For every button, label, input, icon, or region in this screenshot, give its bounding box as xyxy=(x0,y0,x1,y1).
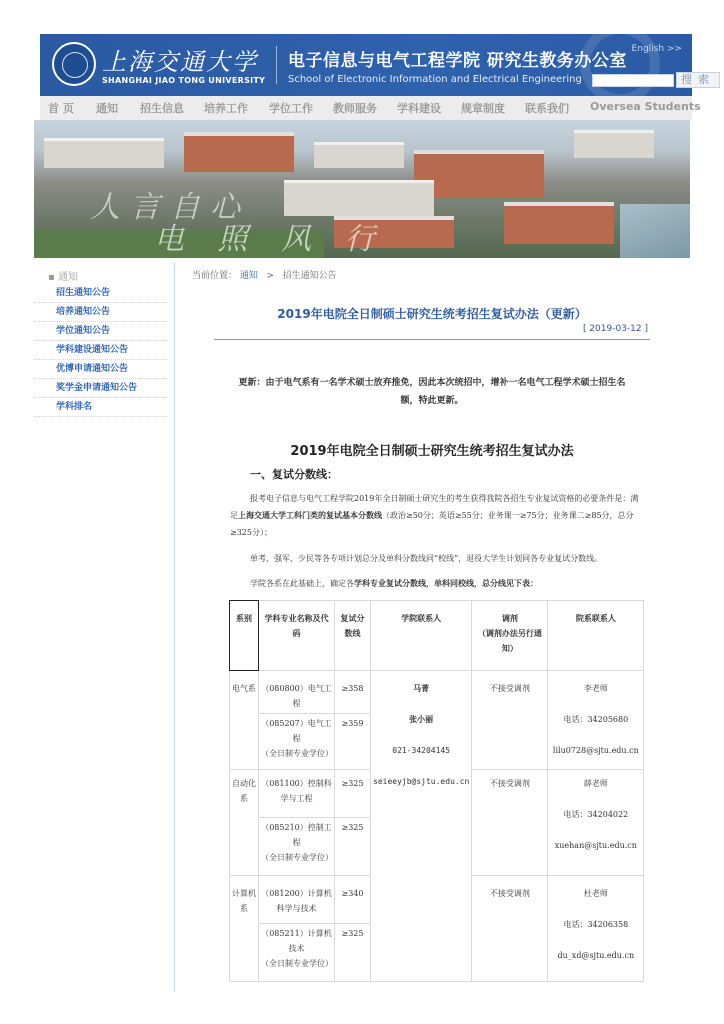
school-name-en: School of Electronic Information and Electrical Engineering xyxy=(288,74,582,85)
table-header-row xyxy=(230,601,644,671)
banner-building xyxy=(284,180,434,216)
paragraph-1-text-a: 报考电子信息与电气工程学院2019年全日制硕士研究生的考生获得我院各招生专业复试资格的必要条件是：满足 xyxy=(230,494,639,520)
spacer xyxy=(550,791,641,807)
banner-building xyxy=(314,142,404,168)
dept-contact-name: 李老师 xyxy=(583,684,608,693)
dept-contact-email[interactable]: lilu0728@sjtu.edu.cn xyxy=(552,746,639,755)
major-cell: （085210）控制工程 （全日制专业学位） xyxy=(259,818,335,876)
dept-contact-cell xyxy=(548,770,644,876)
major-cell: （080800）电气工程 xyxy=(259,671,335,714)
dept-contact-phone: 电话：34205680 xyxy=(563,715,629,724)
spacer xyxy=(550,822,641,838)
header-decoration xyxy=(580,24,660,104)
major-cell: （085207）电气工程 （全日制专业学位） xyxy=(259,714,335,770)
nav-discipline[interactable]: 学科建设 xyxy=(397,102,441,115)
banner-building xyxy=(44,138,164,168)
article-date: [ 2019-03-12 ] xyxy=(582,324,648,334)
major-cell: （081100）控制科学与工程 xyxy=(259,770,335,818)
update-note: 更新：由于电气系有一名学术硕士放弃推免，因此本次统招中，增补一名电气工程学术硕士招生名额，特此更新。 xyxy=(238,378,626,406)
breadcrumb-current: 招生通知公告 xyxy=(282,271,337,281)
header-score: 复试分数线 xyxy=(335,601,371,671)
spacer xyxy=(550,696,641,712)
sidebar-divider xyxy=(174,262,175,992)
banner-calligraphy-1: 人言自心 xyxy=(90,190,250,225)
score-cell: ≥359 xyxy=(335,714,371,770)
article-title: 2019年电院全日制硕士研究生统考招生复试办法（更新） xyxy=(277,307,587,321)
paragraph-1-bold: 上海交通大学工科门类的复试基本分数线 xyxy=(238,511,382,520)
college-contact-email[interactable]: seieeyjb@sjtu.edu.cn xyxy=(373,777,470,786)
dept-contact-email[interactable]: xuehan@sjtu.edu.cn xyxy=(554,841,637,850)
nav-oversea[interactable]: Oversea Students xyxy=(590,100,701,113)
table-row xyxy=(230,671,644,714)
breadcrumb-link-notices[interactable]: 通知 xyxy=(239,271,258,281)
breadcrumb-separator: > xyxy=(266,271,275,281)
dept-cell: 自动化系 xyxy=(230,770,259,876)
main-nav xyxy=(40,96,701,120)
score-cell: ≥325 xyxy=(335,818,371,876)
sidebar-item-discipline-ranking[interactable]: 学科排名 xyxy=(34,398,168,417)
major-cell: （081200）计算机科学与技术 xyxy=(259,876,335,924)
cutoff-score-table xyxy=(229,600,644,982)
header-transfer: 调剂 （调剂办法另行通知） xyxy=(472,601,548,671)
nav-notices[interactable]: 通知 xyxy=(96,102,118,115)
paragraph-3-text-a: 学院各系在此基础上，确定各 xyxy=(250,579,354,588)
main-heading: 2019年电院全日制硕士研究生统考招生复试办法 xyxy=(290,444,574,459)
dept-contact-name: 杜老师 xyxy=(583,889,608,898)
score-cell: ≥358 xyxy=(335,671,371,714)
header-divider xyxy=(276,46,277,84)
score-cell: ≥325 xyxy=(335,924,371,982)
sidebar-item-discipline-notices[interactable]: 学科建设通知公告 xyxy=(34,341,168,360)
nav-teacher-service[interactable]: 教师服务 xyxy=(333,102,377,115)
banner-building xyxy=(184,132,294,172)
nav-admissions[interactable]: 招生信息 xyxy=(140,102,184,115)
spacer xyxy=(373,696,469,712)
dept-contact-phone: 电话：34206358 xyxy=(563,920,629,929)
college-contact-cell xyxy=(371,671,472,982)
banner-building xyxy=(574,130,654,158)
sidebar-item-training-notices[interactable]: 培养通知公告 xyxy=(34,303,168,322)
paragraph-3-bold: 学科专业复试分数线，单科同校线，总分线见下表： xyxy=(354,579,538,588)
major-cell: （085211）计算机技术 （全日制专业学位） xyxy=(259,924,335,982)
transfer-cell: 不接受调剂 xyxy=(472,876,548,982)
score-cell: ≥325 xyxy=(335,770,371,818)
campus-banner xyxy=(34,120,690,258)
dept-contact-cell xyxy=(548,671,644,770)
banner-building xyxy=(504,202,614,244)
paragraph-3 xyxy=(230,575,640,592)
header-college-contact: 学院联系人 xyxy=(371,601,472,671)
spacer xyxy=(550,727,641,743)
spacer xyxy=(373,727,469,743)
site-header xyxy=(40,34,715,96)
transfer-cell: 不接受调剂 xyxy=(472,770,548,876)
paragraph-1-text-c: （政治≥50分；英语≥55分；业务课一≥75分；业务课二≥85分，总分≥325分）； xyxy=(230,511,634,537)
dept-contact-cell xyxy=(548,876,644,982)
dept-cell: 计算机系 xyxy=(230,876,259,982)
title-divider xyxy=(214,339,650,340)
transfer-cell: 不接受调剂 xyxy=(472,671,548,770)
sidebar-item-admission-notices[interactable]: 招生通知公告 xyxy=(34,284,168,303)
header-dept: 系别 xyxy=(230,601,259,671)
sidebar-item-doctoral-notices[interactable]: 优博申请通知公告 xyxy=(34,360,168,379)
sidebar-title: ▪ 通知 xyxy=(48,272,78,283)
header-major: 学科专业名称及代码 xyxy=(259,601,335,671)
banner-calligraphy-2: 电 照 风 行 xyxy=(154,222,387,257)
sidebar-item-degree-notices[interactable]: 学位通知公告 xyxy=(34,322,168,341)
college-contact-name-1: 马菁 xyxy=(413,684,430,693)
dept-contact-phone: 电话：34204022 xyxy=(563,810,629,819)
college-contact-name-2: 张小丽 xyxy=(409,715,434,724)
section-heading-1: 一、复试分数线： xyxy=(250,468,338,481)
breadcrumb xyxy=(192,268,337,281)
nav-training[interactable]: 培养工作 xyxy=(204,102,248,115)
spacer xyxy=(550,901,641,917)
university-name-en: SHANGHAI JIAO TONG UNIVERSITY xyxy=(102,76,266,85)
paragraph-2: 单考、强军、少民等各专项计划总分及单科分数线同“校线”，退役大学生计划同各专业复试分数线。 xyxy=(250,554,603,563)
banner-water xyxy=(620,204,690,258)
dept-cell: 电气系 xyxy=(230,671,259,770)
spacer xyxy=(373,758,469,774)
score-cell: ≥340 xyxy=(335,876,371,924)
dept-contact-email[interactable]: du_xd@sjtu.edu.cn xyxy=(557,951,635,960)
search-button[interactable]: 搜索 xyxy=(676,72,720,88)
english-link[interactable]: English >> xyxy=(631,44,682,54)
nav-home[interactable]: 首 页 xyxy=(48,102,74,115)
university-emblem-icon xyxy=(52,42,96,86)
breadcrumb-label: 当前位置： xyxy=(192,271,238,281)
header-dept-contact: 院系联系人 xyxy=(548,601,644,671)
dept-contact-name: 薛老师 xyxy=(583,779,608,788)
spacer xyxy=(550,932,641,948)
search-input[interactable] xyxy=(592,74,674,87)
nav-contact[interactable]: 联系我们 xyxy=(525,102,569,115)
school-name-cn: 电子信息与电气工程学院 研究生教务办公室 xyxy=(288,51,627,71)
college-contact-phone: 021-34204145 xyxy=(392,746,451,755)
nav-degree[interactable]: 学位工作 xyxy=(269,102,313,115)
university-name-cn: 上海交通大学 xyxy=(102,48,258,76)
nav-regulations[interactable]: 规章制度 xyxy=(461,102,505,115)
paragraph-1 xyxy=(230,490,640,541)
sidebar-item-scholarship-notices[interactable]: 奖学金申请通知公告 xyxy=(34,379,168,398)
